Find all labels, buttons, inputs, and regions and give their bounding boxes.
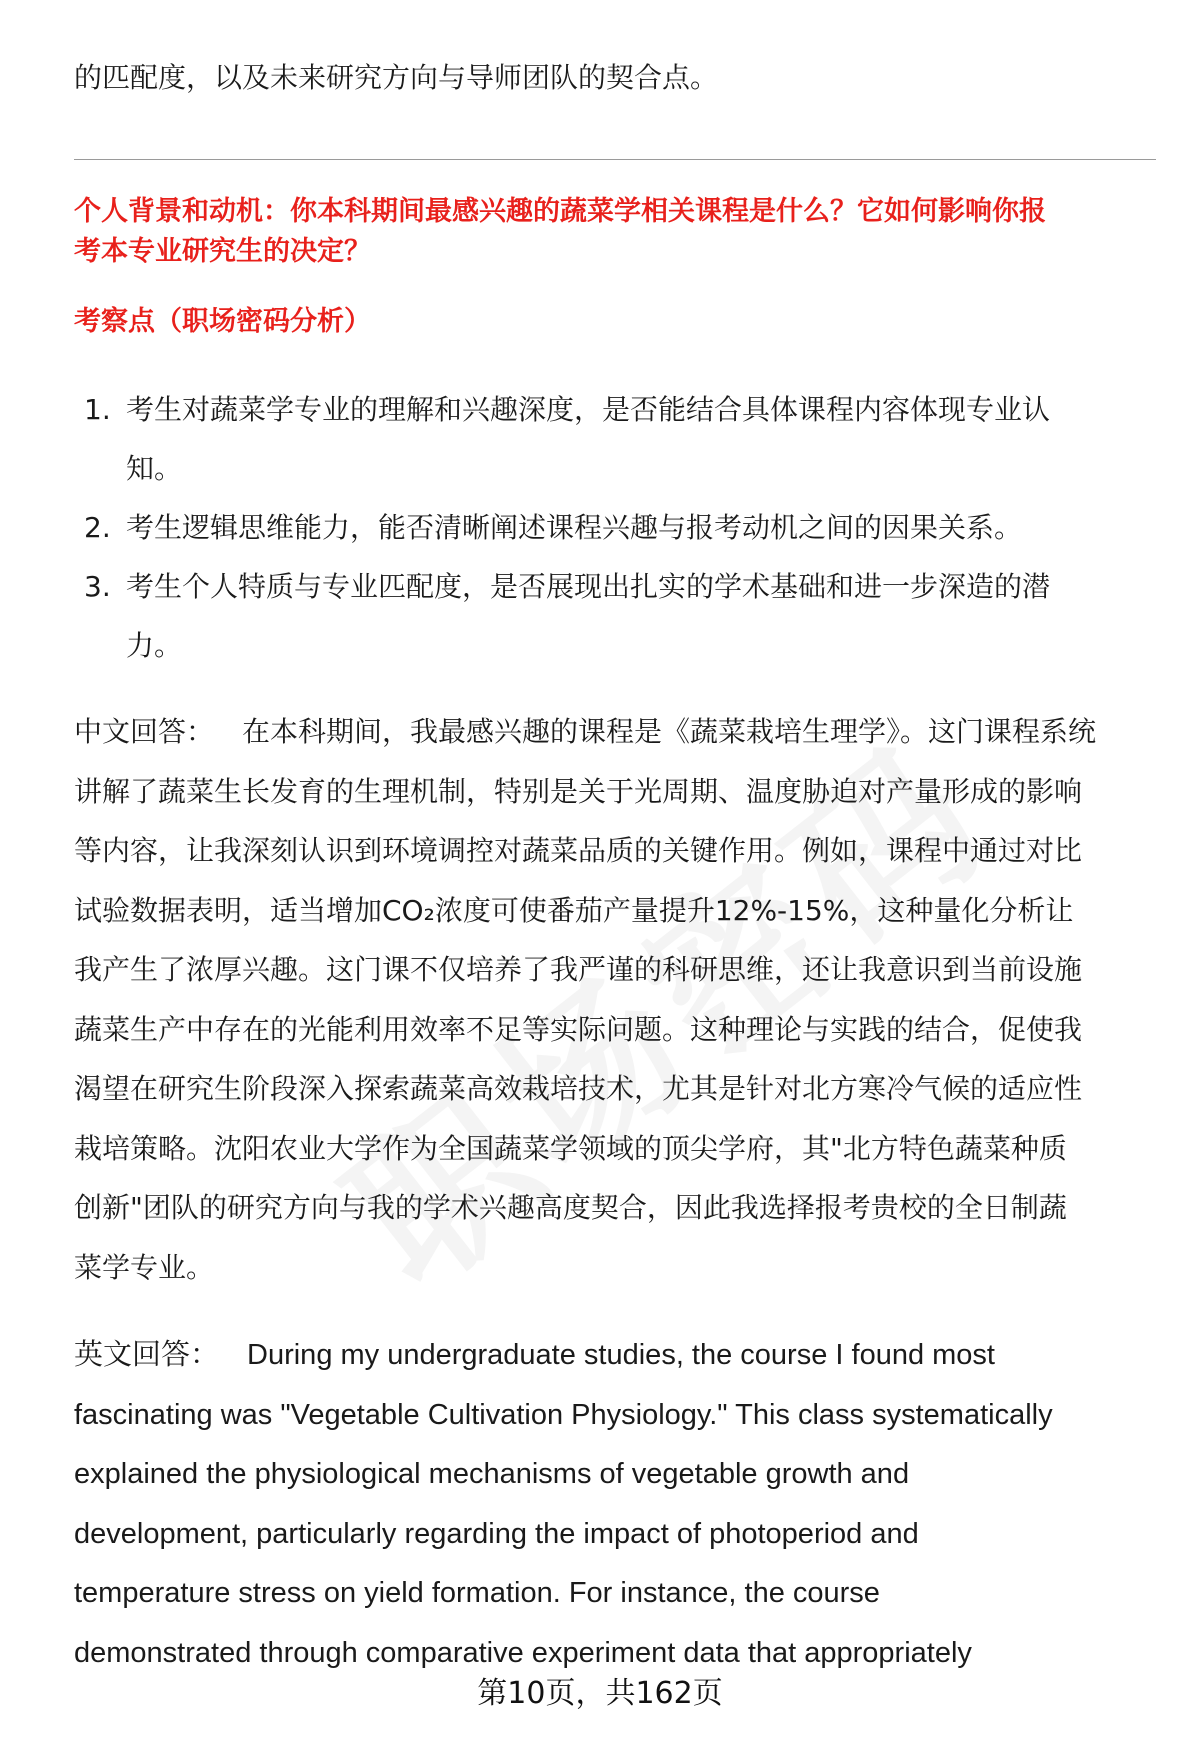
- english-answer: [74, 1326, 1156, 1683]
- answer-line: fascinating was "Vegetable Cultivation Physiology." This class systematically: [74, 1398, 1053, 1431]
- list-item-number: 2.: [84, 511, 111, 544]
- list-item-text: 考生个人特质与专业匹配度，是否展现出扎实的学术基础和进一步深造的潜: [126, 570, 1051, 603]
- list-item: [74, 498, 1156, 557]
- chinese-answer: [74, 702, 1156, 1297]
- list-item-text: 力。: [126, 629, 183, 662]
- answer-label: 英文回答：: [74, 1339, 220, 1371]
- list-item-number: 3.: [84, 570, 111, 603]
- answer-line: 栽培策略。沈阳农业大学作为全国蔬菜学领域的顶尖学府，其"北方特色蔬菜种质: [74, 1131, 1067, 1165]
- question-line: 考本专业研究生的决定？: [74, 236, 371, 267]
- answer-line: 试验数据表明，适当增加CO₂浓度可使番茄产量提升12%-15%，这种量化分析让: [74, 893, 1074, 927]
- list-item-text: 知。: [126, 452, 183, 485]
- answer-line: explained the physiological mechanisms of vegetable growth and: [74, 1458, 910, 1490]
- answer-line: 等内容，让我深刻认识到环境调控对蔬菜品质的关键作用。例如，课程中通过对比: [74, 834, 1083, 867]
- answer-text: During my undergraduate studies, the course I found most: [247, 1339, 995, 1371]
- answer-line: 我产生了浓厚兴趣。这门课不仅培养了我严谨的科研思维，还让我意识到当前设施: [74, 953, 1083, 986]
- answer-line: temperature stress on yield formation. For instance, the course: [74, 1577, 880, 1609]
- list-item-text: 考生对蔬菜学专业的理解和兴趣深度，是否能结合具体课程内容体现专业认: [126, 393, 1051, 426]
- answer-line: development, particularly regarding the impact of photoperiod and: [74, 1517, 919, 1550]
- list-item: [74, 557, 1156, 675]
- list-item-number: 1.: [84, 393, 111, 426]
- page-number-footer: 第10页，共162页: [477, 1676, 723, 1711]
- answer-line: 讲解了蔬菜生长发育的生理机制，特别是关于光周期、温度胁迫对产量形成的影响: [74, 774, 1083, 808]
- question-heading: [74, 192, 1156, 272]
- answer-line: demonstrated through comparative experiment data that appropriately: [74, 1636, 972, 1669]
- answer-line: [74, 1326, 1156, 1386]
- question-line: 个人背景和动机：你本科期间最感兴趣的蔬菜学相关课程是什么？它如何影响你报: [74, 196, 1046, 227]
- list-item: [74, 380, 1156, 498]
- answer-line: 菜学专业。: [74, 1250, 215, 1284]
- lead-line: 的匹配度，以及未来研究方向与导师团队的契合点。: [74, 61, 719, 94]
- answer-label: 中文回答：: [74, 715, 215, 748]
- answer-line: [74, 702, 1156, 762]
- answer-line: 蔬菜生产中存在的光能利用效率不足等实际问题。这种理论与实践的结合，促使我: [74, 1012, 1083, 1046]
- section-divider: [74, 159, 1156, 160]
- section-heading: 考察点（职场密码分析）: [74, 306, 371, 337]
- list-item-text: 考生逻辑思维能力，能否清晰阐述课程兴趣与报考动机之间的因果关系。: [126, 511, 1023, 544]
- answer-text: 在本科期间，我最感兴趣的课程是《蔬菜栽培生理学》。这门课程系统: [242, 715, 1097, 748]
- answer-line: 渴望在研究生阶段深入探索蔬菜高效栽培技术，尤其是针对北方寒冷气候的适应性: [74, 1072, 1083, 1105]
- assessment-points-list: [74, 380, 1156, 675]
- answer-line: 创新"团队的研究方向与我的学术兴趣高度契合，因此我选择报考贵校的全日制蔬: [74, 1191, 1067, 1224]
